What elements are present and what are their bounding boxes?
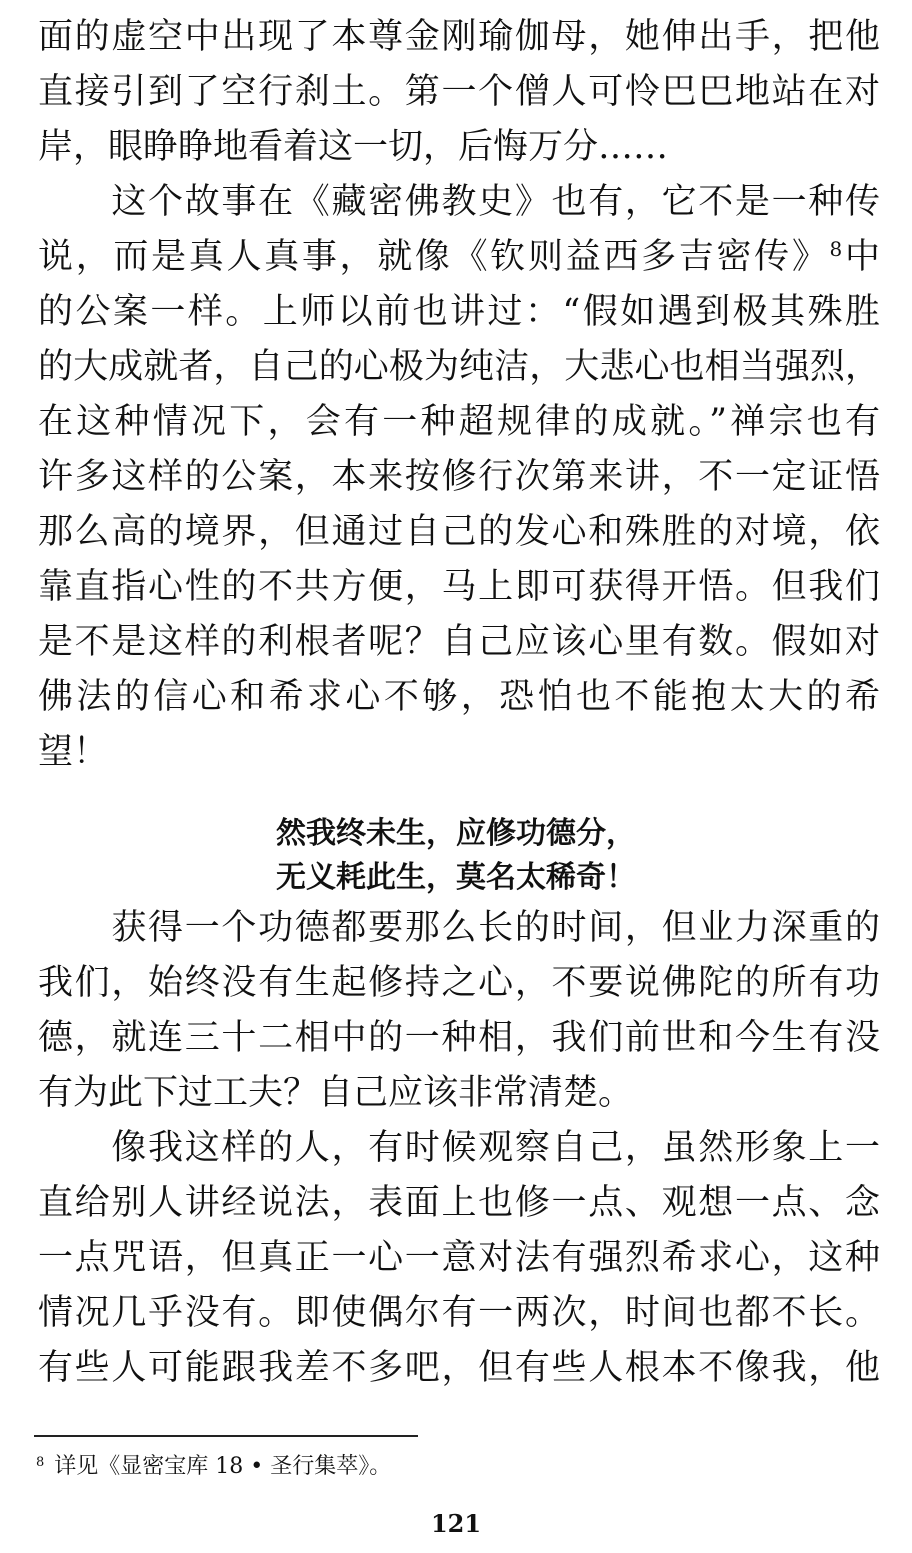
body-line: 获得一个功德都要那么长的时间，但业力深重的 xyxy=(38,908,880,948)
body-line: 我们，始终没有生起修持之心，不要说佛陀的所有功 xyxy=(38,963,880,1003)
body-line-text: 中 xyxy=(842,237,880,277)
body-line: 是不是这样的利根者呢？自己应该心里有数。假如对 xyxy=(38,622,880,662)
body-line: 有些人可能跟我差不多吧，但有些人根本不像我，他 xyxy=(38,1348,880,1388)
body-line: 直给别人讲经说法，表面上也修一点、观想一点、念 xyxy=(38,1183,880,1223)
footnote-reference: 8 xyxy=(829,237,843,261)
body-line: 面的虚空中出现了本尊金刚瑜伽母，她伸出手，把他 xyxy=(38,17,880,57)
body-line: 情况几乎没有。即使偶尔有一两次，时间也都不长。 xyxy=(38,1293,880,1333)
body-line-text: 说，而是真人真事，就像《钦则益西多吉密传》 xyxy=(38,237,830,277)
footnote-text: 详见《显密宝库 18 • 圣行集萃》。 xyxy=(54,1454,392,1479)
body-line: 的大成就者，自己的心极为纯洁，大悲心也相当强烈， xyxy=(38,347,880,387)
body-line: 那么高的境界，但通过自己的发心和殊胜的对境，依 xyxy=(38,512,880,552)
body-line-with-footnote-ref xyxy=(38,234,880,280)
body-line: 直接引到了空行刹土。第一个僧人可怜巴巴地站在对 xyxy=(38,72,880,112)
body-line: 的公案一样。上师以前也讲过：“假如遇到极其殊胜 xyxy=(38,292,880,332)
body-line: 佛法的信心和希求心不够，恐怕也不能抱太大的希 xyxy=(38,677,880,717)
body-line: 许多这样的公案，本来按修行次第来讲，不一定证悟 xyxy=(38,457,880,497)
footnote-divider xyxy=(34,1435,418,1437)
body-line: 这个故事在《藏密佛教史》也有，它不是一种传 xyxy=(38,182,880,222)
body-line: 岸，眼睁睁地看着这一切，后悔万分…… xyxy=(38,127,669,167)
body-line: 有为此下过工夫？自己应该非常清楚。 xyxy=(38,1073,634,1113)
body-line: 在这种情况下，会有一种超规律的成就。”禅宗也有 xyxy=(38,402,880,442)
body-line: 望！ xyxy=(38,732,109,772)
body-line: 像我这样的人，有时候观察自己，虽然形象上一 xyxy=(38,1128,880,1168)
body-line: 德，就连三十二相中的一种相，我们前世和今生有没 xyxy=(38,1018,880,1058)
verse-line: 无义耗此生，莫名太稀奇！ xyxy=(276,860,636,895)
verse-line: 然我终未生，应修功德分， xyxy=(276,816,636,851)
body-line: 一点咒语，但真正一心一意对法有强烈希求心，这种 xyxy=(38,1238,880,1278)
footnote xyxy=(36,1452,391,1482)
page-number: 121 xyxy=(430,1509,482,1538)
footnote-marker: 8 xyxy=(36,1455,45,1470)
body-line: 靠直指心性的不共方便，马上即可获得开悟。但我们 xyxy=(38,567,880,607)
